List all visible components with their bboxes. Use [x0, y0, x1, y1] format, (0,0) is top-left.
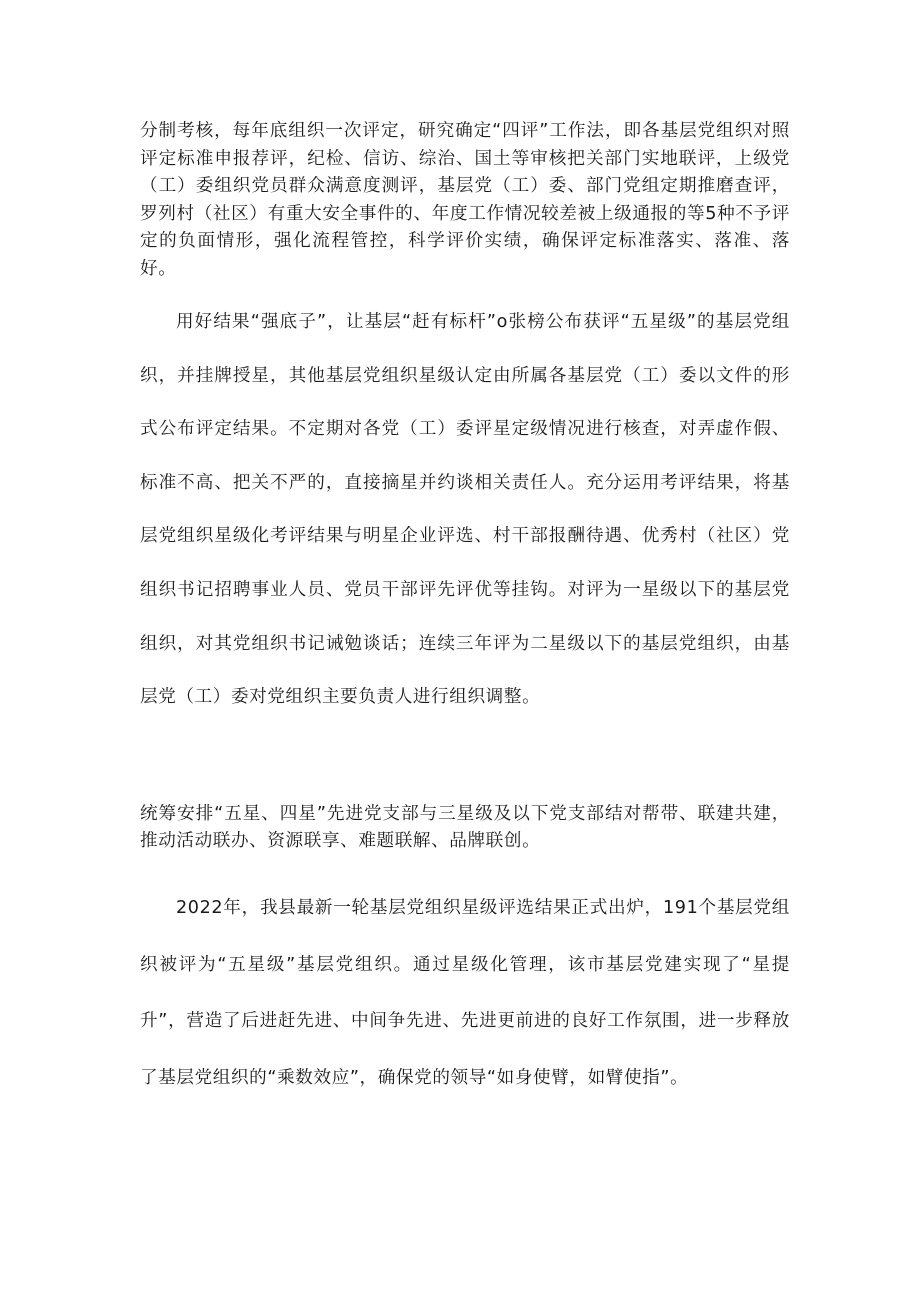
- paragraph-star-evaluation-method: 分制考核，每年底组织一次评定，研究确定“四评”工作法，即各基层党组织对照评定标准申报荐评，纪检、信访、综治、国土等审核把关部门实地联评，上级党（工）委组织党员群众满意度测评，基层党（工）委、部门党组定期推磨查评，罗列村（社区）有重大安全事件的、年度工作情况较差被上级通报的等5种不予评定的负面情形，强化流程管控，科学评价实绩，确保评定标准落实、落准、落好。: [140, 121, 790, 279]
- paragraph-pairing-support: 统筹安排“五星、四星”先进党支部与三星级及以下党支部结对帮带、联建共建，推动活动联办、资源联享、难题联解、品牌联创。: [140, 804, 790, 851]
- paragraph-2022-results: 2022年，我县最新一轮基层党组织星级评选结果正式出炉，191个基层党组织被评为“五星级”基层党组织。通过星级化管理，该市基层党建实现了“星提升”，营造了后进赶先进、中间争先进、先进更前进的良好工作氛围，进一步释放了基层党组织的“乘数效应”，确保党的领导“如身使臂，如臂使指”。: [140, 898, 790, 1088]
- paragraph-use-results: 用好结果“强底子”，让基层“赶有标杆”o张榜公布获评“五星级”的基层党组织，并挂牌授星，其他基层党组织星级认定由所属各基层党（工）委以文件的形式公布评定结果。不定期对各党（工）委评星定级情况进行核查，对弄虚作假、标准不高、把关不严的，直接摘星并约谈相关责任人。充分运用考评结果，将基层党组织星级化考评结果与明星企业评选、村干部报酬待遇、优秀村（社区）党组织书记招聘事业人员、党员干部评先评优等挂钩。对评为一星级以下的基层党组织，对其党组织书记诫勉谈话；连续三年评为二星级以下的基层党组织，由基层党（工）委对党组织主要负责人进行组织调整。: [140, 312, 790, 708]
